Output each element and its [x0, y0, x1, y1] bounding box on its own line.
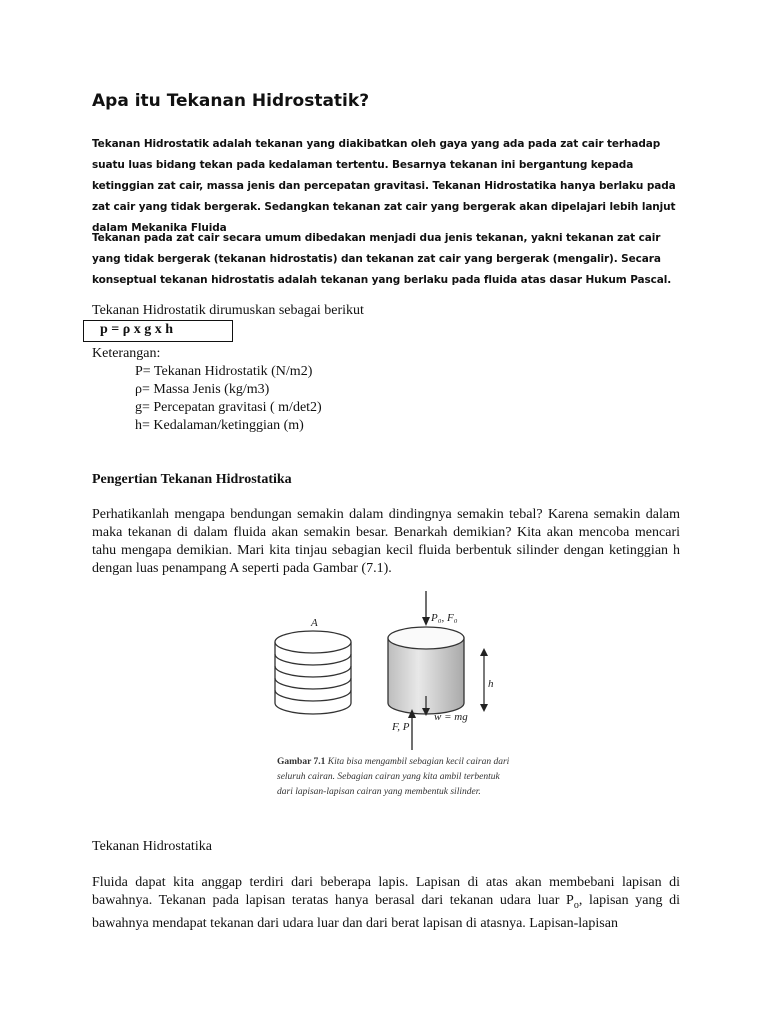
- keterangan-label: Keterangan:: [92, 346, 161, 361]
- top-force-arrow: [422, 591, 430, 626]
- paragraph-dam: Perhatikanlah mengapa bendungan semakin dalam dindingnya semakin tebal? Karena semakin dalam maka tekanan di dalam fluida akan semakin besar. Benarkah demikian? Kita akan mencoba mencari tahu mengapa demikian. Mari kita tinjau sebagian kecil fluida berbentuk silinder dengan ketinggian h dengan luas penampang A seperti pada Gambar (7.1).: [92, 507, 680, 576]
- figure-label-weight: w = mg: [434, 711, 468, 723]
- paragraph-types: Tekanan pada zat cair secara umum dibedakan menjadi dua jenis tekanan, yakni tekanan zat cair yang tidak bergerak (tekanan hidrostatis) dan tekanan zat cair yang bergerak (mengalir). Secara konseptual tekanan hidrostatis adalah tekanan yang berlaku pada fluida atas dasar Hukum Pascal.: [92, 232, 672, 286]
- formula-intro: Tekanan Hidrostatik dirumuskan sebagai berikut: [92, 303, 364, 318]
- keterangan-item: ρ= Massa Jenis (kg/m3): [135, 382, 270, 397]
- figure-label-height: h: [488, 678, 494, 690]
- figure-label-bottom-force: F, P: [392, 721, 410, 733]
- figure-caption-number: Gambar 7.1: [277, 757, 326, 767]
- figure-caption: [277, 755, 517, 800]
- paragraph-layers: [92, 874, 680, 933]
- figure-caption-text: Kita bisa mengambil sebagian kecil cairan dari seluruh cairan. Sebagian cairan yang kita ambil terbentuk dari lapisan-lapisan cairan yang membentuk silinder.: [277, 757, 510, 797]
- keterangan-item: g= Percepatan gravitasi ( m/det2): [135, 400, 322, 415]
- keterangan-item: h= Kedalaman/ketinggian (m): [135, 418, 304, 433]
- paragraph-layers-sub: o: [573, 899, 579, 911]
- layered-cylinder: [275, 631, 351, 714]
- paragraph-layers-part2: , lapisan yang di bawahnya mendapat tekanan dari udara luar dan dari berat lapisan di atasnya. Lapisan-lapisan: [92, 893, 680, 931]
- height-arrow: [480, 648, 488, 712]
- figure-label-top-force: P₀, F₀: [431, 612, 458, 624]
- paragraph-layers-part1: Fluida dapat kita anggap terdiri dari beberapa lapis. Lapisan di atas akan membebani lapisan di bawahnya. Tekanan pada lapisan teratas hanya berasal dari tekanan udara luar P: [92, 875, 680, 908]
- page-title: Apa itu Tekanan Hidrostatik?: [92, 91, 370, 111]
- subheading-hidrostatika: Tekanan Hidrostatika: [92, 839, 212, 854]
- paragraph-definition: Tekanan Hidrostatik adalah tekanan yang diakibatkan oleh gaya yang ada pada zat cair terhadap suatu luas bidang tekan pada kedalaman tertentu. Besarnya tekanan ini bergantung kepada ketinggian zat cair, massa jenis dan percepatan gravitasi. Tekanan Hidrostatika hanya berlaku pada zat cair yang tidak bergerak. Sedangkan tekanan zat cair yang bergerak akan dipelajari lebih lanjut dalam Mekanika Fluida: [92, 138, 676, 234]
- section-heading: Pengertian Tekanan Hidrostatika: [92, 472, 292, 487]
- keterangan-item: P= Tekanan Hidrostatik (N/m2): [135, 364, 313, 379]
- formula: p = ρ x g x h: [100, 322, 174, 337]
- figure-label-a: A: [311, 617, 318, 629]
